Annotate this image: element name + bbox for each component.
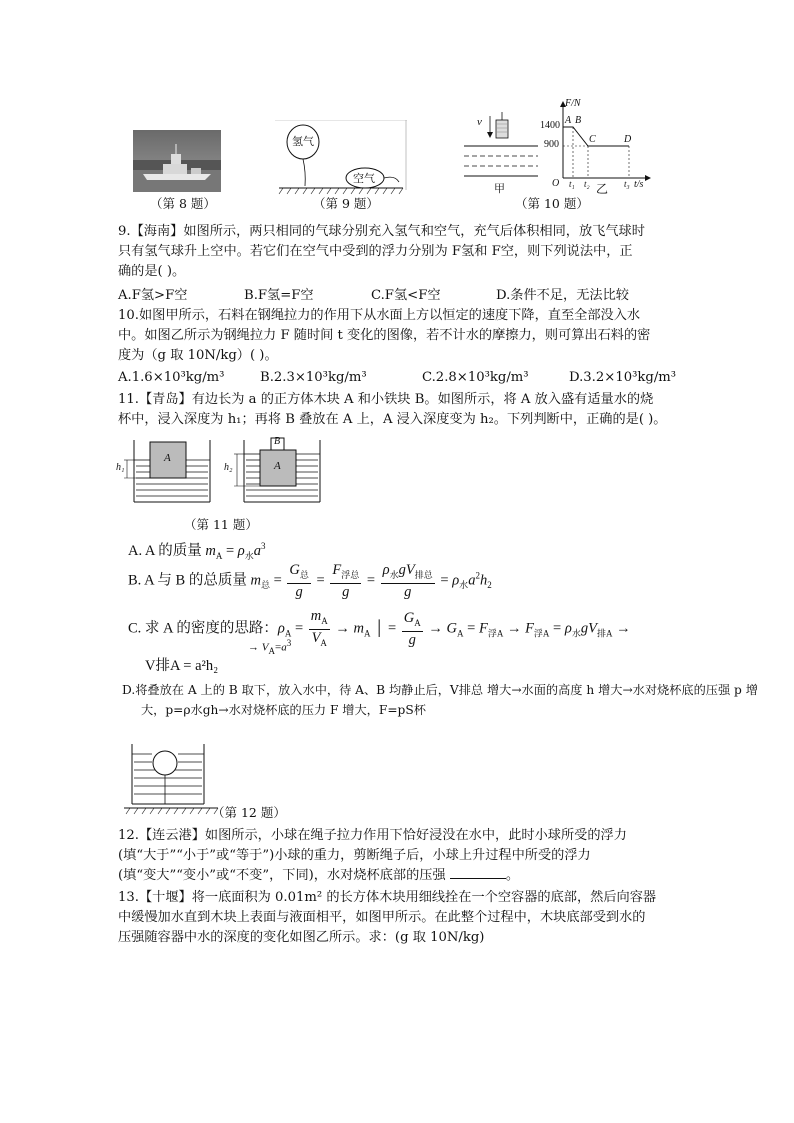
fig10-caption: （第 10 题） bbox=[515, 196, 589, 211]
fig11-block-b: B bbox=[274, 436, 281, 447]
q12-line2: (填“大于”“小于”或“等于”)小球的重力，剪断绳子后，小球上升过程中所受的浮力 bbox=[118, 848, 591, 863]
q9-option-b: B.F氢=F空 bbox=[244, 288, 314, 303]
q11-option-b-prefix: B. A 与 B 的总质量 bbox=[128, 572, 251, 589]
fig10-axis-y: F/N bbox=[565, 98, 581, 109]
q11-option-a-prefix: A. A 的质量 bbox=[128, 543, 206, 559]
q13-line2: 中缓慢加水直到木块上表面与液面相平，如图甲所示。在此整个过程中，木块底部受到水的 bbox=[118, 910, 646, 925]
fig10-point-b: B bbox=[575, 115, 582, 126]
fig10-t1: t₁ bbox=[569, 179, 575, 189]
fig9-air-label: 空气 bbox=[353, 173, 375, 185]
fig10-point-d: D bbox=[624, 134, 632, 145]
q12-answer-blank[interactable] bbox=[450, 866, 506, 879]
q11-option-c-line2: V排A = a²h₂ bbox=[145, 658, 219, 674]
fig8-photo bbox=[133, 130, 221, 192]
fig10-origin: O bbox=[552, 178, 560, 189]
q9-option-c: C.F氢<F空 bbox=[371, 288, 441, 303]
fig10-jia-diagram bbox=[462, 112, 540, 196]
fig11-caption: （第 11 题） bbox=[184, 517, 258, 532]
q13-line1: 13.【十堰】将一底面积为 0.01m² 的长方体木块用细线拴在一个空容器的底部，然后向容器 bbox=[118, 890, 657, 905]
q10-option-b: B.2.3×10³kg/m³ bbox=[260, 370, 367, 385]
q11-option-b: B. A 与 B 的总质量 $m_总$ = $\frac{G_总}{g}$ = $\frac{F_{浮总}}{g}$ = $\frac{\rho_水gV_{排总}}{g}$ = $\rho_水a^2h_2$ bbox=[128, 562, 492, 600]
fig12-diagram bbox=[122, 740, 222, 816]
fig9-diagram bbox=[275, 120, 407, 200]
q9-line3: 确的是( )。 bbox=[118, 264, 186, 279]
fig10-jia-label: 甲 bbox=[494, 183, 505, 195]
fig10-val-900: 900 bbox=[544, 139, 559, 150]
fig10-point-a: A bbox=[565, 115, 572, 126]
fig10-point-c: C bbox=[589, 134, 596, 145]
q12-line1: 12.【连云港】如图所示，小球在绳子拉力作用下恰好浸没在水中，此时小球所受的浮力 bbox=[118, 828, 627, 843]
fig11-diagram bbox=[116, 436, 326, 508]
q9-option-d: D.条件不足，无法比较 bbox=[496, 288, 629, 303]
q12-line3: (填“变大”“变小”或“不变”，下同)，水对烧杯底部的压强 。 bbox=[118, 868, 520, 883]
q11-option-c-volume: → $V_A=a^3$ bbox=[248, 638, 292, 656]
fig10-t3: t₃ bbox=[624, 179, 630, 189]
q10-option-c: C.2.8×10³kg/m³ bbox=[422, 370, 529, 385]
q10-option-d: D.3.2×10³kg/m³ bbox=[569, 370, 677, 385]
fig8-caption: （第 8 题） bbox=[150, 196, 216, 211]
fig11-h1: h₁ bbox=[116, 462, 125, 473]
q9-line2: 只有氢气球升上空中。若它们在空气中受到的浮力分别为 F氢和 F空，则下列说法中，正 bbox=[118, 244, 633, 259]
q11-option-a: A. A 的质量 $m_A = \rho_水a^3$ bbox=[128, 541, 266, 561]
q10-option-a: A.1.6×10³kg/m³ bbox=[118, 370, 225, 385]
q10-line1: 10.如图甲所示，石料在钢绳拉力的作用下从水面上方以恒定的速度下降，直至全部没入水 bbox=[118, 308, 641, 323]
q13-line3: 压强随容器中水的深度的变化如图乙所示。求：(g 取 10N/kg) bbox=[118, 930, 485, 945]
fig10-v-label: v bbox=[477, 116, 482, 128]
fig11-block-a1: A bbox=[164, 452, 171, 464]
q12-line3-text: (填“变大”“变小”或“不变”，下同)，水对烧杯底部的压强 bbox=[118, 868, 446, 883]
q10-line3: 度为（g 取 10N/kg）( )。 bbox=[118, 348, 278, 363]
fig10-axis-x: t/s bbox=[634, 179, 644, 190]
q11-line2: 杯中，浸入深度为 h₁；再将 B 叠放在 A 上，A 浸入深度变为 h₂。下列判断中，正确的是( )。 bbox=[118, 412, 667, 427]
fig10-yi-label: 乙 bbox=[596, 182, 609, 196]
q9-option-a: A.F氢>F空 bbox=[118, 288, 188, 303]
q10-line2: 中。如图乙所示为钢绳拉力 F 随时间 t 变化的图像，若不计水的摩擦力，则可算出石料的密 bbox=[118, 328, 651, 343]
fig10-t2: t₂ bbox=[584, 179, 590, 189]
fig9-caption: （第 9 题） bbox=[313, 196, 379, 211]
q9-line1: 9.【海南】如图所示，两只相同的气球分别充入氢气和空气，充气后体积相同，放飞气球时 bbox=[118, 224, 645, 239]
fig9-hydrogen-label: 氢气 bbox=[292, 136, 314, 148]
q11-option-d-line2: 大，p=ρ水gh→水对烧杯底的压力 F 增大，F=pS杯 bbox=[141, 703, 426, 717]
q11-line1: 11.【青岛】有边长为 a 的正方体木块 A 和小铁块 B。如图所示，将 A 放入盛有适量水的烧 bbox=[118, 392, 654, 407]
q11-option-c: C. 求 A 的密度的思路：$\rho_A$ = $\frac{m_A}{V_A}$ → $m_A$ │ = $\frac{G_A}{g}$ → $G_A = F_{浮A} \to F_{浮A} = \rho_水gV_{排A}$ → bbox=[128, 608, 631, 649]
fig11-block-a2: A bbox=[274, 460, 281, 472]
q11-option-d-line1: D.将叠放在 A 上的 B 取下，放入水中，待 A、B 均静止后，V排总 增大→水面的高度 h 增大→水对烧杯底的压强 p 增 bbox=[122, 683, 758, 697]
fig10-val-1400: 1400 bbox=[540, 120, 560, 131]
fig11-h2: h₂ bbox=[224, 462, 233, 473]
q11-option-c-prefix: C. 求 A 的密度的思路： bbox=[128, 620, 278, 637]
fig12-caption: （第 12 题） bbox=[212, 805, 286, 820]
